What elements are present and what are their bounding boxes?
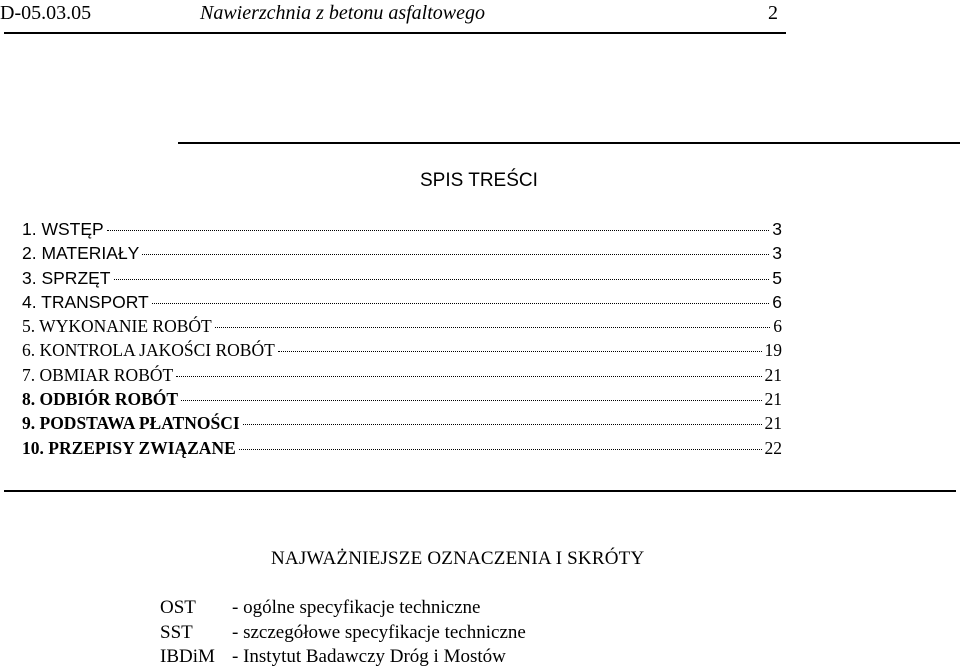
- toc-item-page: 21: [764, 389, 782, 410]
- toc-item-label: 8. ODBIÓR ROBÓT: [22, 389, 179, 410]
- toc-leader-dots: [181, 400, 761, 401]
- toc-item[interactable]: [22, 291, 782, 315]
- abbreviations-list: [160, 596, 526, 670]
- toc-item[interactable]: [22, 315, 782, 339]
- abbreviation-description: - szczegółowe specyfikacje techniczne: [232, 621, 526, 643]
- toc-item[interactable]: [22, 218, 782, 242]
- toc-leader-dots: [243, 424, 762, 425]
- toc-leader-dots: [107, 230, 770, 231]
- abbreviations-title: NAJWAŻNIEJSZE OZNACZENIA I SKRÓTY: [271, 548, 645, 569]
- toc-item-page: 3: [772, 219, 782, 239]
- toc-item[interactable]: [22, 339, 782, 363]
- toc-item-page: 21: [764, 364, 782, 385]
- toc-item[interactable]: [22, 242, 782, 266]
- toc-item-label: 4. TRANSPORT: [22, 291, 149, 312]
- abbreviation-code: OST: [160, 597, 196, 618]
- toc-item-label: 3. SPRZĘT: [22, 267, 111, 288]
- toc-item-page: 5: [772, 267, 782, 288]
- toc-item-label: 6. KONTROLA JAKOŚCI ROBÓT: [22, 340, 275, 361]
- document-title: Nawierzchnia z betonu asfaltowego: [200, 2, 485, 24]
- abbreviation-code: IBDiM: [160, 646, 215, 667]
- abbreviation-row: [160, 621, 526, 646]
- toc-leader-dots: [239, 449, 762, 450]
- toc-bottom-divider: [4, 490, 956, 492]
- toc-item[interactable]: [22, 388, 782, 412]
- toc-leader-dots: [142, 254, 769, 255]
- toc-item-label: 9. PODSTAWA PŁATNOŚCI: [22, 413, 240, 434]
- toc-item-label: 7. OBMIAR ROBÓT: [22, 364, 174, 385]
- toc-item-page: 3: [772, 243, 782, 264]
- header-divider: [4, 32, 786, 34]
- toc-leader-dots: [176, 376, 761, 377]
- toc-leader-dots: [152, 303, 770, 304]
- document-code: D-05.03.05: [0, 2, 92, 24]
- toc-title: SPIS TREŚCI: [420, 170, 538, 191]
- toc-item-page: 21: [764, 413, 782, 434]
- abbreviation-row: [160, 645, 526, 670]
- toc-item[interactable]: [22, 437, 782, 461]
- toc-top-divider: [178, 142, 960, 144]
- abbreviation-description: - ogólne specyfikacje techniczne: [232, 597, 481, 618]
- toc-item-page: 19: [764, 340, 782, 361]
- table-of-contents: [22, 218, 782, 461]
- toc-item[interactable]: [22, 364, 782, 388]
- toc-leader-dots: [278, 351, 762, 352]
- toc-item-label: 5. WYKONANIE ROBÓT: [22, 316, 212, 337]
- toc-item-label: 2. MATERIAŁY: [22, 243, 140, 264]
- abbreviation-row: [160, 596, 526, 621]
- toc-item-label: 10. PRZEPISY ZWIĄZANE: [22, 437, 236, 458]
- toc-leader-dots: [114, 279, 770, 280]
- toc-item-page: 6: [773, 316, 782, 337]
- toc-item-page: 22: [764, 437, 782, 458]
- toc-item[interactable]: [22, 267, 782, 291]
- toc-item-label: 1. WSTĘP: [22, 219, 104, 239]
- toc-leader-dots: [215, 327, 771, 328]
- abbreviation-code: SST: [160, 621, 193, 643]
- abbreviation-description: - Instytut Badawczy Dróg i Mostów: [232, 646, 506, 667]
- toc-item[interactable]: [22, 412, 782, 436]
- toc-item-page: 6: [772, 291, 782, 312]
- page-number: 2: [768, 2, 778, 24]
